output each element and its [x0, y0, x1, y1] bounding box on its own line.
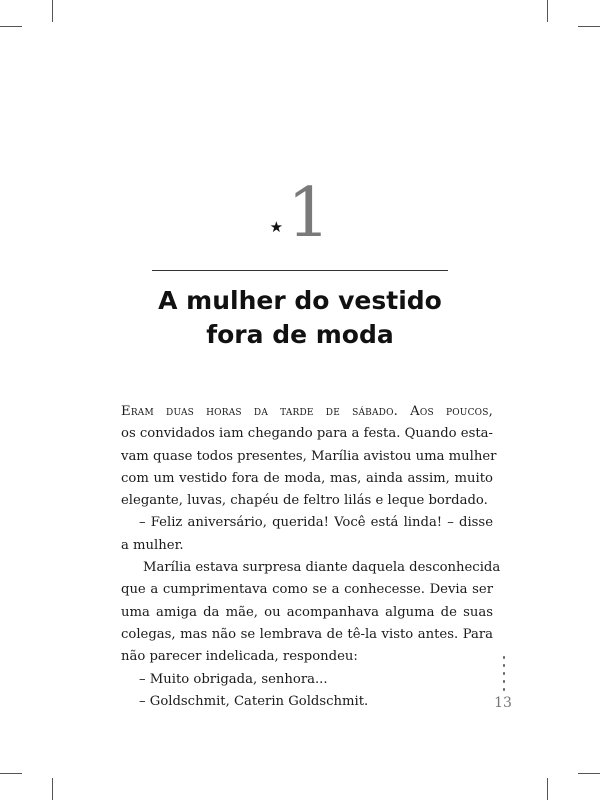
text-line: – Feliz aniversário, querida! Você está linda! – disse [139, 515, 493, 531]
text-line: Eram duas horas da tarde de sábado. Aos poucos, [121, 404, 493, 419]
chapter-title [100, 284, 500, 352]
text-line: vam quase todos presentes, Marília avistou uma mulher [121, 448, 497, 464]
crop-mark-top-left-vertical [52, 0, 53, 22]
text-line: com um vestido fora de moda, mas, ainda assim, muito [121, 470, 493, 486]
page-number: 13 [494, 695, 512, 711]
text-line: que a cumprimentava como se a conhecesse. Devia ser [121, 582, 493, 598]
crop-mark-bottom-right-horizontal [578, 773, 600, 774]
chapter-number: 1 [287, 174, 331, 253]
crop-mark-bottom-right-vertical [547, 778, 548, 800]
page-dots-ornament [500, 656, 508, 696]
text-line: colegas, mas não se lembrava de tê-la visto antes. Para [121, 626, 493, 642]
divider-rule [152, 270, 448, 271]
chapter-title-line-1: A mulher do vestido [158, 286, 442, 315]
text-line: não parecer indelicada, respondeu: [121, 649, 358, 665]
chapter-heading [0, 174, 600, 253]
crop-mark-top-right-vertical [547, 0, 548, 22]
text-line: – Muito obrigada, senhora... [139, 671, 328, 687]
text-line: os convidados iam chegando para a festa. Quando esta- [121, 426, 493, 442]
text-line: elegante, luvas, chapéu de feltro lilás e leque bordado. [121, 493, 488, 509]
text-line: – Goldschmit, Caterin Goldschmit. [139, 693, 369, 709]
text-line: a mulher. [121, 537, 184, 553]
text-line: Marília estava surpresa diante daquela desconhecida [143, 560, 501, 576]
star-icon: ★ [269, 218, 284, 236]
text-line: uma amiga da mãe, ou acompanhava alguma de suas [121, 604, 493, 620]
crop-mark-bottom-left-horizontal [0, 773, 22, 774]
chapter-title-line-2: fora de moda [206, 320, 394, 349]
crop-mark-bottom-left-vertical [52, 778, 53, 800]
crop-mark-top-right-horizontal [578, 26, 600, 27]
crop-mark-top-left-horizontal [0, 26, 22, 27]
body-text [121, 401, 501, 713]
